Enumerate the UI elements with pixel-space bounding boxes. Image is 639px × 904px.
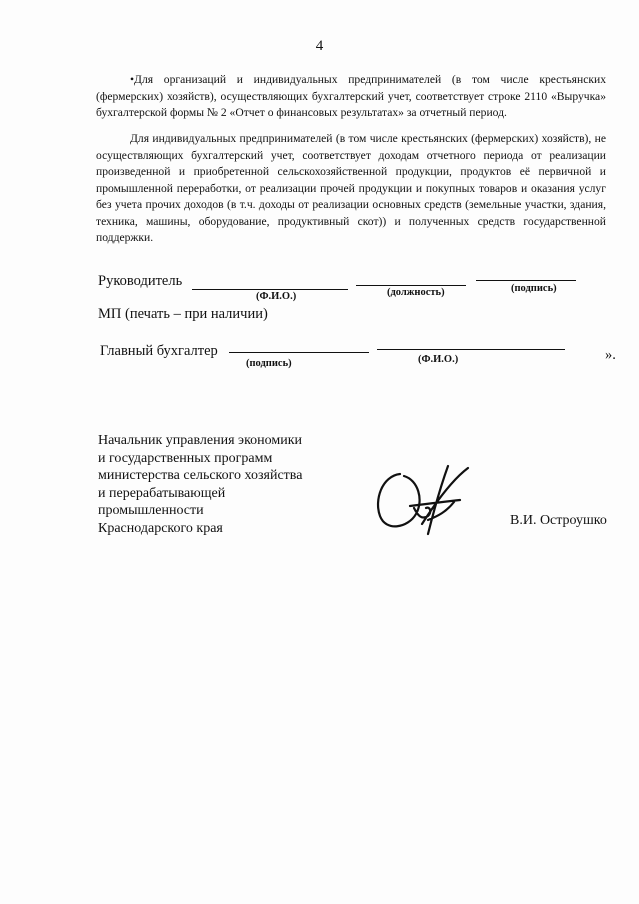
accountant-fio-caption: (Ф.И.О.)	[418, 354, 459, 365]
official-title-line: Начальник управления экономики	[98, 433, 303, 448]
head-fio-caption: (Ф.И.О.)	[256, 291, 297, 302]
page-number: 4	[315, 38, 324, 54]
official-title-line: и перерабатывающей	[98, 485, 226, 501]
accountant-signature-line	[229, 352, 369, 353]
head-position-line	[356, 285, 466, 286]
head-position-caption: (должность)	[387, 287, 445, 298]
footnote-organizations-text: •Для организаций и индивидуальных предпринимателей (в том числе крестьянских (фермерских) хозяйств), осуществляющих бухгалтерский учет, соответствует строке 2110 «Выручка» бухгалтерской формы № 2 «Отчет о финансовых результатах» за отчетный период.	[96, 73, 606, 119]
head-signature-caption: (подпись)	[511, 283, 557, 294]
head-label: Руководитель	[98, 273, 183, 289]
handwritten-signature	[370, 462, 480, 542]
accountant-fio-line	[377, 349, 565, 350]
head-fio-line	[192, 289, 348, 290]
stamp-label: МП (печать – при наличии)	[98, 306, 268, 322]
closing-quote: ».	[605, 347, 616, 363]
official-name: В.И. Остроушко	[510, 513, 607, 528]
official-title-line: министерства сельского хозяйства	[98, 468, 303, 483]
footnote-entrepreneurs-text: Для индивидуальных предпринимателей (в том числе крестьянских (фермерских) хозяйств), не осуществляющих бухгалтерский учет, соответствует доходам отчетного периода от реализации произведенной и приобретенной сельскохозяйственной продукции, продуктов её первичной и промышленной переработки, от реализации прочей продукции и покупных товаров и оказания услуг без учета прочих доходов (в т.ч. доходы от реализации основных средств (земельные участки, здания, техника, машины, оборудование, продуктивный скот)) и полученных средств государственной поддержки.	[96, 132, 606, 244]
accountant-label: Главный бухгалтер	[100, 343, 218, 359]
official-title	[98, 432, 358, 537]
footnote-entrepreneurs	[96, 131, 606, 247]
footnote-organizations	[96, 72, 606, 122]
accountant-signature-caption: (подпись)	[246, 358, 292, 369]
head-signature-line	[476, 280, 576, 281]
official-title-line: и государственных программ	[98, 450, 273, 466]
official-title-line: промышленности	[98, 503, 204, 518]
official-title-line: Краснодарского края	[98, 520, 223, 536]
